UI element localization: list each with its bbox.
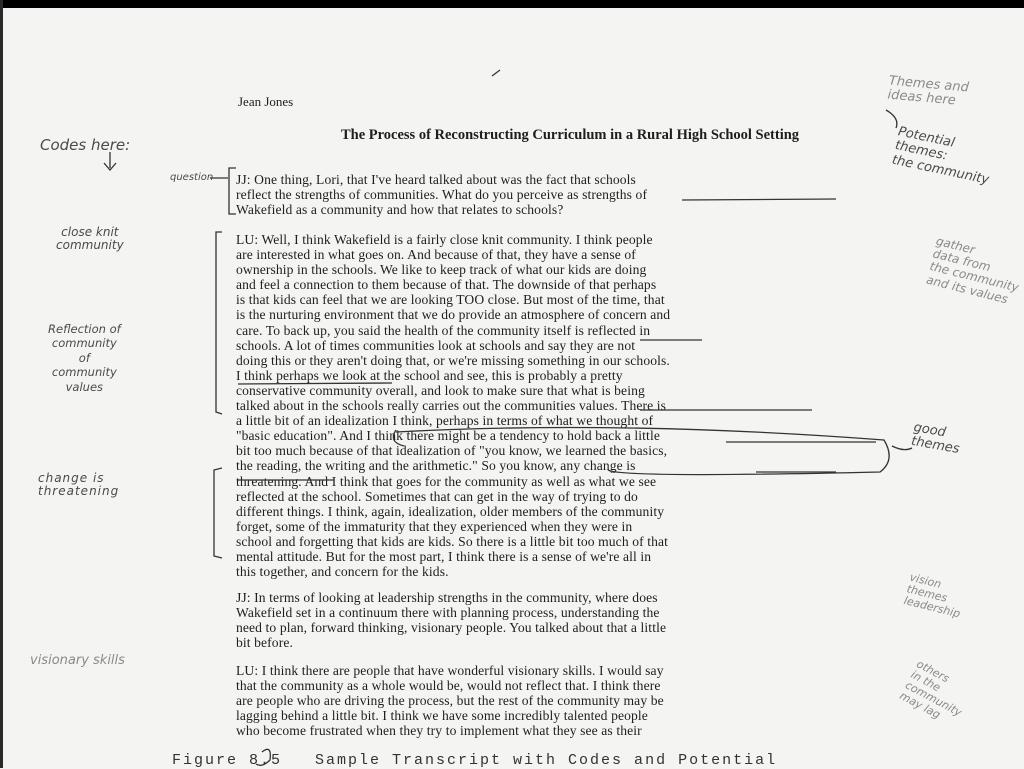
right-bracket-top <box>886 110 897 128</box>
bracket-p2a <box>216 232 222 414</box>
potential-themes-note: Potential themes: the community <box>890 124 991 188</box>
transcript-paragraph-3: JJ: In terms of looking at leadership strengths in the community, where does Wakefield set in a continuum there with planning process, understanding the need to plan, forward thinking, visionary people. You talked about that a little bit before. <box>236 590 667 651</box>
left-border <box>0 0 3 768</box>
top-tick <box>492 70 500 76</box>
document-title: The Process of Reconstructing Curriculum in a Rural High School Setting <box>340 127 800 143</box>
codes-arrow <box>104 152 116 170</box>
reflection-note: Reflection of community of community values <box>48 322 121 394</box>
transcript-paragraph-4: LU: I think there are people that have wonderful visionary skills. I would say that the community as a whole would be, would not reflect that. I think there are people who are driving the process, but the rest of the community may be lagging behind a little bit. I think we have some incredibly talented people who become frustrated when they try to implement what they see as their <box>236 663 664 739</box>
transcript-paragraph-1: JJ: One thing, Lori, that I've heard talked about was the fact that schools reflect the strengths of communities. What do you perceive as strengths of Wakefield as a community and how that relates to schools? <box>236 172 648 218</box>
good-themes-note: good themes <box>909 419 961 458</box>
transcript-paragraph-2: LU: Well, I think Wakefield is a fairly close knit community. I think people are interested in what goes on. And because of that, they have a sense of ownership in the schools. We like to keep track of what our kids are doing and feel a connection to them because of that. The downside of that perhaps is that kids can feel that we are looking TOO close. But most of the time, that is the nurturing environment that we do provide an atmosphere of concern and care. To back up, you said the health of the community itself is reflected in schools. A lot of times communities look at schools and say they are not doing this or they aren't doing that, or we're missing something in our schools. I think perhaps we look at the school and see, this is probably a pretty conservative community overall, and look to make sure that what is being talked about in the schools really carries out the communities values. There is a little bit of an idealization I think, perhaps in terms of what we thought of "basic education". And I think there might be a tendency to hold back a little bit too much because of that idealization of "you know, we learned the basics, the reading, the writing and the arithmetic." So you know, any change is threatening. And I think that goes for the community as well as what we see reflected at the school. Sometimes that can get in the way of trying to do different things. I think, again, idealization, older members of the community forget, some of the immaturity that they experienced when they were in school and forgetting that kids are kids. So there is a little bit too much of that mental attitude. But for the most part, I think there is a sense of we're all in this together, and concern for the kids. <box>236 232 671 580</box>
top-border <box>0 0 1024 8</box>
visionary-note: visionary skills <box>30 653 125 668</box>
codes-header-note: Codes here: <box>40 136 131 154</box>
others-note: others in the community may lag <box>897 657 964 722</box>
question-note: question <box>170 172 214 183</box>
bracket-p1 <box>229 168 236 214</box>
figure-caption: Figure 8.5 Sample Transcript with Codes and Potential <box>172 752 778 769</box>
author-name: Jean Jones <box>238 94 294 109</box>
gather-data-note: gather data from the community and its values <box>925 233 1021 306</box>
close-knit-note: close knit community <box>56 225 124 253</box>
vision-themes-note: vision themes leadership <box>902 570 962 621</box>
bracket-p2b <box>214 468 222 558</box>
themes-header-note: Themes and ideas here <box>886 73 970 109</box>
change-note: change is threatening <box>38 471 120 499</box>
